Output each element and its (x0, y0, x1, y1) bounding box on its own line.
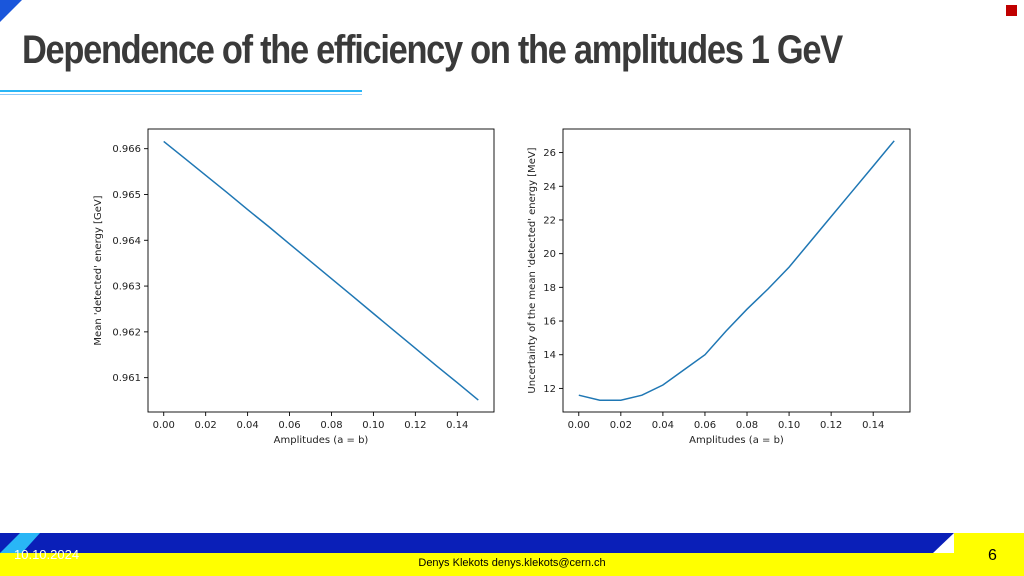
y-tick-label: 0.963 (112, 281, 141, 293)
x-tick-label: 0.06 (693, 420, 717, 431)
series-line (579, 141, 894, 400)
y-tick-label: 0.961 (112, 373, 141, 385)
title-underline (0, 90, 362, 92)
y-tick-label: 22 (543, 215, 556, 227)
y-tick-label: 0.962 (112, 327, 141, 339)
y-tick-label: 14 (543, 350, 556, 362)
x-tick-label: 0.02 (194, 420, 217, 431)
mean-energy-chart (80, 120, 510, 460)
page-number: 6 (988, 547, 997, 564)
y-tick-label: 12 (543, 383, 556, 395)
y-axis-label: Uncertainty of the mean 'detected' energy [MeV] (527, 147, 538, 394)
x-tick-label: 0.14 (862, 420, 885, 431)
x-tick-label: 0.14 (446, 420, 469, 431)
series-line (164, 141, 479, 400)
footer-blue-band (0, 533, 1024, 553)
y-tick-label: 0.964 (112, 235, 141, 247)
y-tick-label: 18 (543, 282, 556, 294)
x-tick-label: 0.10 (362, 420, 385, 431)
x-axis-label: Amplitudes (a = b) (273, 435, 369, 446)
footer-author: Denys Klekots denys.klekots@cern.ch (418, 557, 606, 569)
y-tick-label: 0.965 (112, 189, 141, 201)
x-tick-label: 0.08 (735, 420, 759, 431)
corner-accent (0, 0, 22, 22)
x-tick-label: 0.02 (609, 420, 632, 431)
y-axis-label: Mean 'detected' energy [GeV] (93, 195, 104, 346)
x-tick-label: 0.12 (820, 420, 843, 431)
x-tick-label: 0.00 (567, 420, 590, 431)
footer-date: 10.10.2024 (14, 547, 80, 562)
title-underline-thin (0, 94, 362, 95)
x-tick-label: 0.10 (777, 420, 801, 431)
x-tick-label: 0.00 (152, 420, 175, 431)
x-tick-label: 0.06 (278, 420, 301, 431)
y-tick-label: 16 (543, 316, 556, 328)
y-tick-label: 24 (543, 181, 556, 193)
x-tick-label: 0.04 (236, 420, 259, 431)
plot-frame (563, 129, 910, 412)
y-tick-label: 0.966 (112, 144, 141, 156)
x-tick-label: 0.08 (320, 420, 343, 431)
x-tick-label: 0.04 (651, 420, 675, 431)
y-tick-label: 20 (543, 249, 556, 261)
x-axis-label: Amplitudes (a = b) (689, 435, 784, 446)
slide-title: Dependence of the efficiency on the amplitudes 1 GeV (22, 28, 842, 72)
uncertainty-chart (518, 120, 938, 460)
red-marker (1006, 5, 1017, 16)
x-tick-label: 0.12 (404, 420, 427, 431)
y-tick-label: 26 (543, 148, 556, 160)
